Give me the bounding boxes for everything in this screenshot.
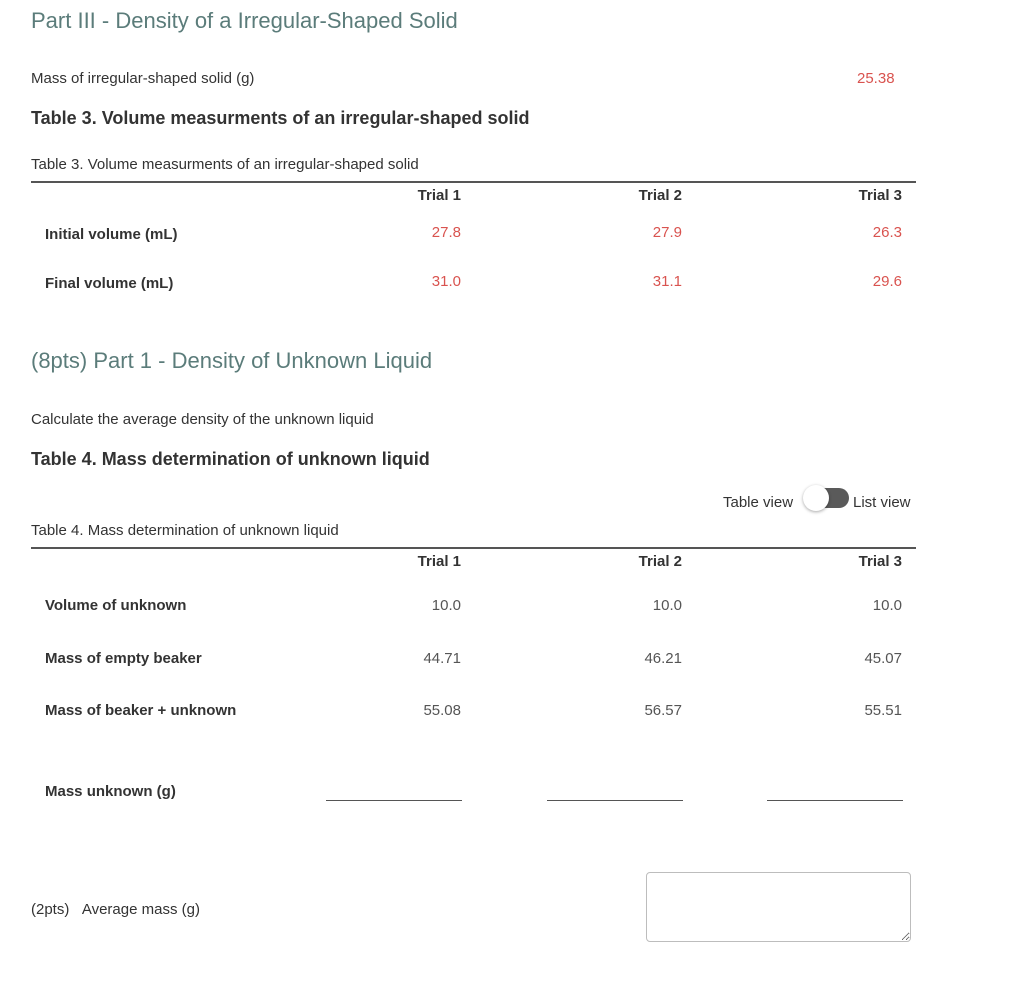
table4-volume-trial3: 10.0 (872, 597, 902, 614)
table4-empty-beaker-trial2: 46.21 (644, 650, 682, 667)
table4-beaker-unknown-trial2: 56.57 (644, 702, 682, 719)
table4-col-trial3: Trial 3 (858, 553, 902, 570)
mass-unknown-trial2-blank[interactable] (547, 800, 683, 801)
toggle-knob[interactable] (803, 485, 829, 511)
table4-beaker-unknown-trial3: 55.51 (864, 702, 902, 719)
table4-heading: Table 4. Mass determination of unknown liquid (31, 449, 430, 469)
table4-row-empty-beaker-label: Mass of empty beaker (45, 650, 202, 667)
table3-col-trial3: Trial 3 (858, 187, 902, 204)
table4-empty-beaker-trial3: 45.07 (864, 650, 902, 667)
average-mass-label: Average mass (g) (81, 901, 200, 918)
table3-col-trial2: Trial 2 (638, 187, 682, 204)
average-mass-row (31, 901, 200, 918)
table4-beaker-unknown-trial1: 55.08 (423, 702, 461, 719)
table3-row-final-label: Final volume (mL) (45, 275, 174, 292)
list-view-label[interactable]: List view (853, 494, 911, 511)
table3-col-trial1: Trial 1 (417, 187, 461, 204)
view-toggle[interactable] (809, 488, 849, 508)
mass-unknown-trial1-blank[interactable] (326, 800, 462, 801)
mass-unknown-label: Mass unknown (g) (45, 783, 176, 800)
table3-final-trial3: 29.6 (872, 273, 902, 290)
table4-empty-beaker-trial1: 44.71 (423, 650, 461, 667)
average-mass-input[interactable] (646, 872, 911, 942)
table-view-label[interactable]: Table view (723, 494, 794, 511)
table3-initial-trial3: 26.3 (872, 224, 902, 241)
table4-volume-trial1: 10.0 (431, 597, 461, 614)
table4-row-beaker-unknown-label: Mass of beaker + unknown (45, 702, 237, 719)
part3-title: Part III - Density of a Irregular-Shaped Solid (31, 8, 458, 33)
solid-mass-value: 25.38 (857, 70, 895, 87)
solid-mass-label: Mass of irregular-shaped solid (g) (31, 70, 255, 87)
table4-row-volume-label: Volume of unknown (45, 597, 187, 614)
table3-final-trial1: 31.0 (431, 273, 461, 290)
table4-col-trial2: Trial 2 (638, 553, 682, 570)
table3-initial-trial1: 27.8 (431, 224, 461, 241)
part1-title: (8pts) Part 1 - Density of Unknown Liquid (31, 348, 433, 373)
table3-initial-trial2: 27.9 (652, 224, 682, 241)
mass-unknown-trial3-blank[interactable] (767, 800, 903, 801)
table4-col-trial1: Trial 1 (417, 553, 461, 570)
table3-heading: Table 3. Volume measurments of an irregular-shaped solid (31, 108, 530, 128)
table3-top-rule (31, 181, 916, 183)
table4-top-rule (31, 547, 916, 549)
average-points: (2pts) (31, 901, 70, 918)
table3-row-initial-label: Initial volume (mL) (45, 226, 178, 243)
table4-volume-trial2: 10.0 (652, 597, 682, 614)
table3-final-trial2: 31.1 (652, 273, 682, 290)
table3-caption: Table 3. Volume measurments of an irregular-shaped solid (31, 156, 419, 173)
part1-instruction: Calculate the average density of the unknown liquid (31, 411, 374, 428)
table4-caption: Table 4. Mass determination of unknown liquid (31, 522, 339, 539)
